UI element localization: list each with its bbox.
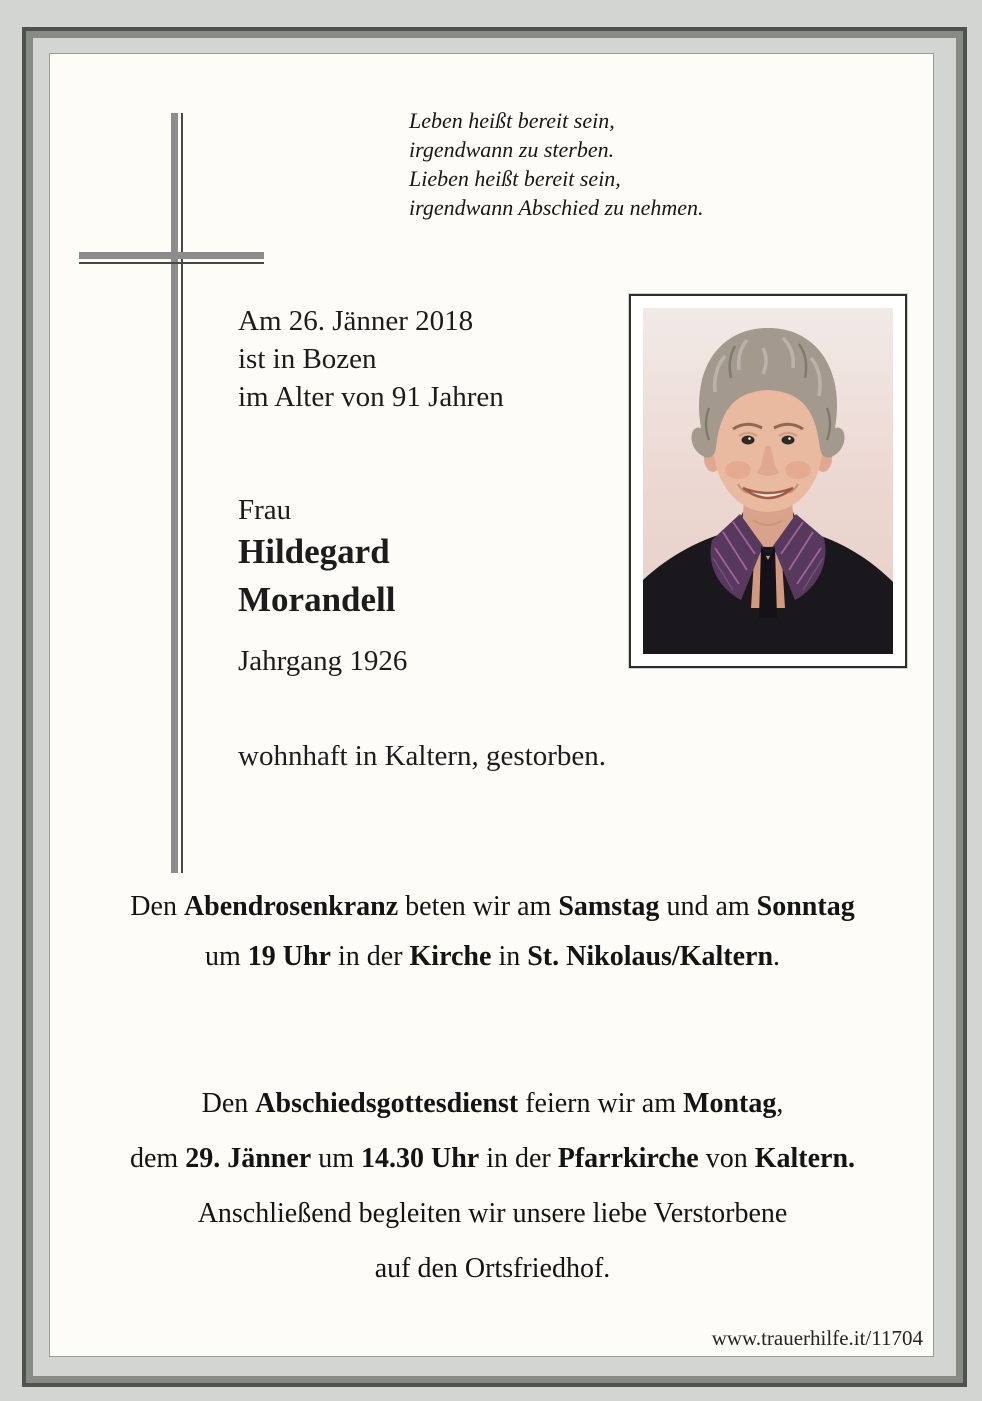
website-reference: www.trauerhilfe.it/11704 (711, 1326, 923, 1350)
cross-vertical-line (181, 113, 183, 873)
death-date-line: Am 26. Jänner 2018 (238, 305, 474, 337)
cross-horizontal-line (79, 262, 264, 264)
rosary-line: Den Abendrosenkranz beten wir am Samstag und am Sonntag (130, 891, 855, 922)
quote-line: irgendwann zu sterben. (409, 137, 615, 162)
quote-line: Lieben heißt bereit sein, (409, 166, 621, 191)
death-place-line: ist in Bozen (238, 343, 377, 375)
rosary-line: um 19 Uhr in der Kirche in St. Nikolaus/Kaltern. (204, 941, 781, 972)
portrait-photo-image (643, 308, 893, 654)
portrait-photo (629, 294, 907, 668)
birth-year-line: Jahrgang 1926 (238, 645, 408, 677)
funeral-line: Den Abschiedsgottesdienst feiern wir am Montag, (201, 1088, 784, 1119)
funeral-line: auf den Ortsfriedhof. (374, 1253, 611, 1284)
rosary-announcement (50, 882, 935, 982)
residence-line: wohnhaft in Kaltern, gestorben. (238, 740, 607, 772)
death-age-line: im Alter von 91 Jahren (238, 381, 504, 413)
death-date-block (238, 302, 504, 416)
deceased-last-name: Morandell (238, 580, 396, 619)
deceased-name (238, 528, 395, 624)
memorial-card (49, 53, 934, 1357)
cross-vertical-bar (171, 113, 178, 873)
cross-horizontal-bar (79, 252, 264, 259)
deceased-first-name: Hildegard (238, 532, 390, 571)
memorial-quote (409, 106, 769, 222)
quote-line: irgendwann Abschied zu nehmen. (409, 195, 704, 220)
funeral-line: Anschließend begleiten wir unsere liebe Verstorbene (197, 1198, 788, 1229)
funeral-line: dem 29. Jänner um 14.30 Uhr in der Pfarrkirche von Kaltern. (129, 1143, 856, 1174)
funeral-announcement (50, 1076, 935, 1296)
quote-line: Leben heißt bereit sein, (409, 108, 615, 133)
salutation: Frau (238, 494, 292, 526)
